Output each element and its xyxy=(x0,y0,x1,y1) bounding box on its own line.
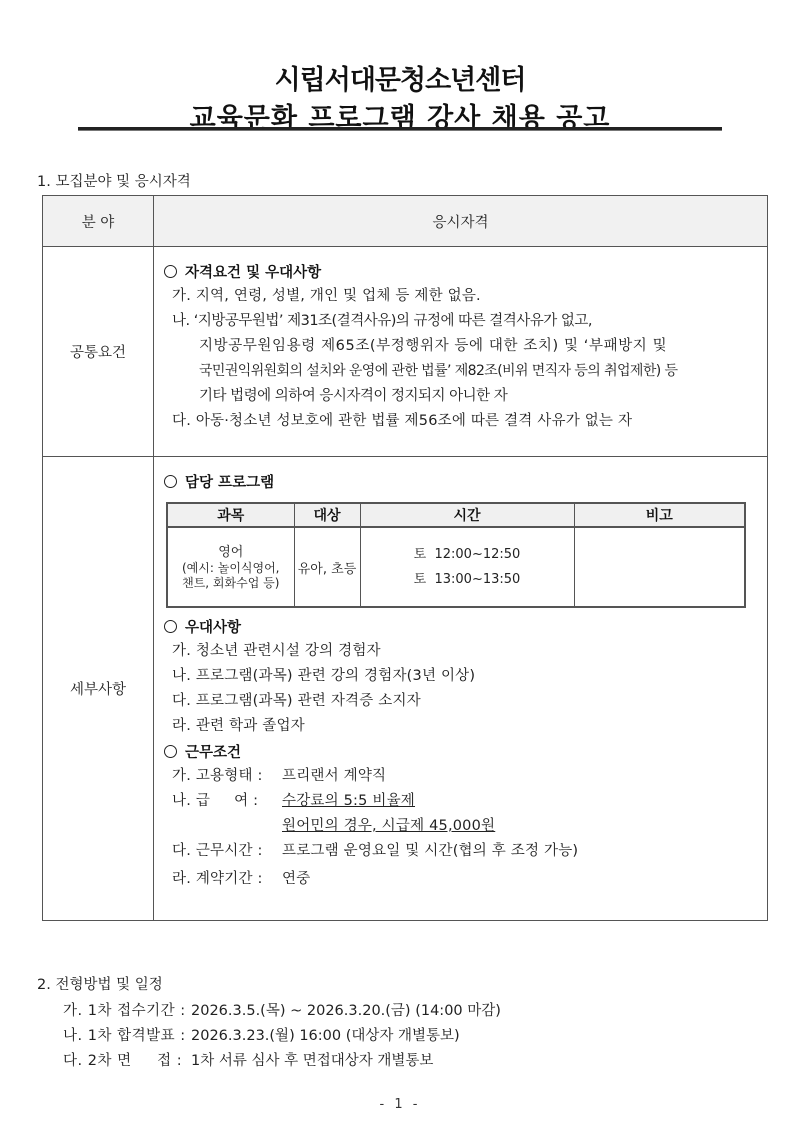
document-title-main: 교육문화 프로그램 강사 채용 공고 xyxy=(189,103,611,134)
title-underline xyxy=(78,127,722,131)
subject-note: (예시: 놀이식영어, xyxy=(182,560,280,575)
target-cell: 유아, 초등 xyxy=(294,527,360,607)
condition-period: 라. 계약기간 : 연중 xyxy=(172,871,311,887)
time-slot: 토 12:00~12:50 xyxy=(413,547,521,562)
program-header-row xyxy=(167,503,745,527)
time-cell xyxy=(360,527,574,607)
requirement-item-cont: 국민권익위원회의 설치와 운영에 관한 법률’ 제82조(비위 면직자 등의 취업제한) 등 xyxy=(199,363,678,379)
time-slot: 토 13:00~13:50 xyxy=(413,572,521,587)
subject-note: 챈트, 회화수업 등) xyxy=(182,575,280,590)
header-target: 대상 xyxy=(294,503,360,527)
condition-employment: 가. 고용형태 : 프리랜서 계약직 xyxy=(172,768,387,784)
note-cell xyxy=(574,527,745,607)
preference-item: 가. 청소년 관련시설 강의 경험자 xyxy=(172,643,381,659)
table-row-details xyxy=(43,457,768,921)
qualification-table xyxy=(42,195,768,921)
table-row-common xyxy=(43,247,768,457)
subject-name: 영어 xyxy=(218,544,244,560)
requirement-item: 나. ‘지방공무원법’ 제31조(결격사유)의 규정에 따른 결격사유가 없고, xyxy=(172,313,593,329)
schedule-item-announcement: 나. 1차 합격발표 : 2026.3.23.(월) 16:00 (대상자 개별통보) xyxy=(63,1028,460,1044)
header-qualification: 응시자격 xyxy=(154,196,768,247)
program-table xyxy=(166,502,746,608)
circle-bullet-icon xyxy=(164,745,177,758)
preference-item: 다. 프로그램(과목) 관련 자격증 소지자 xyxy=(172,693,421,709)
document-title-org: 시립서대문청소년센터 xyxy=(274,65,526,96)
header-time: 시간 xyxy=(360,503,574,527)
schedule-item-interview: 다. 2차 면 접 : 1차 서류 심사 후 면접대상자 개별통보 xyxy=(63,1053,434,1069)
requirement-item: 다. 아동·청소년 성보호에 관한 법률 제56조에 따른 결격 사유가 없는 자 xyxy=(172,413,633,429)
condition-salary: 나. 급 여 : 수강료의 5:5 비율제 xyxy=(172,793,416,809)
requirement-item: 가. 지역, 연령, 성별, 개인 및 업체 등 제한 없음. xyxy=(172,288,481,304)
conditions-heading: 근무조건 xyxy=(164,739,767,764)
requirement-item-cont: 지방공무원임용령 제65조(부정행위자 등에 대한 조치) 및 ‘부패방지 및 xyxy=(199,338,668,354)
header-field: 분 야 xyxy=(43,196,154,247)
qualification-heading: 자격요건 및 우대사항 xyxy=(164,259,767,284)
header-note: 비고 xyxy=(574,503,745,527)
preference-heading: 우대사항 xyxy=(164,614,767,639)
circle-bullet-icon xyxy=(164,265,177,278)
program-heading: 담당 프로그램 xyxy=(164,469,767,494)
header-subject: 과목 xyxy=(167,503,294,527)
detail-requirements xyxy=(154,457,768,921)
section1-heading: 1. 모집분야 및 응시자격 xyxy=(37,174,191,190)
circle-bullet-icon xyxy=(164,475,177,488)
category-common: 공통요건 xyxy=(43,247,154,457)
circle-bullet-icon xyxy=(164,620,177,633)
condition-salary-cont: 원어민의 경우, 시급제 45,000원 xyxy=(282,818,496,834)
requirement-item-cont: 기타 법령에 의하여 응시자격이 정지되지 아니한 자 xyxy=(199,388,508,404)
preference-item: 라. 관련 학과 졸업자 xyxy=(172,718,305,734)
schedule-item-application: 가. 1차 접수기간 : 2026.3.5.(목) ~ 2026.3.20.(금) (14:00 마감) xyxy=(63,1003,501,1019)
subject-cell xyxy=(167,527,294,607)
section2-heading: 2. 전형방법 및 일정 xyxy=(37,977,163,993)
page-number: - 1 - xyxy=(379,1097,421,1112)
preference-item: 나. 프로그램(과목) 관련 강의 경험자(3년 이상) xyxy=(172,668,476,684)
table-header-row xyxy=(43,196,768,247)
category-details: 세부사항 xyxy=(43,457,154,921)
condition-hours: 다. 근무시간 : 프로그램 운영요일 및 시간(협의 후 조정 가능) xyxy=(172,843,579,859)
common-requirements xyxy=(154,247,768,457)
program-row xyxy=(167,527,745,607)
